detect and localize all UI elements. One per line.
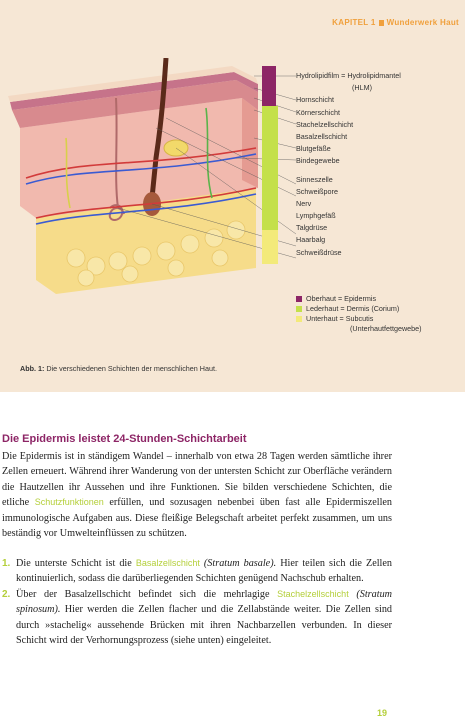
figure-labels <box>296 70 401 259</box>
legend-swatch <box>296 296 302 302</box>
legend-item-dermis <box>296 304 422 314</box>
legend-swatch <box>296 306 302 312</box>
subcutis-color-strip <box>262 230 278 264</box>
label-haarbalg: Haarbalg <box>296 235 326 245</box>
latin-term: (Stratum basale). <box>203 558 277 569</box>
legend-label: Unterhaut = Subcutis <box>306 314 374 323</box>
label-stachelzellschicht: Stachelzellschicht <box>296 119 354 129</box>
label-lymphgefaess: Lymphgefäß <box>296 211 336 221</box>
list-item <box>2 587 392 649</box>
caption-text: Die verschiedenen Schichten der menschlichen Haut. <box>46 364 217 373</box>
list-text-a: Die unterste Schicht ist die <box>16 558 132 569</box>
label-talgdruese: Talgdrüse <box>296 223 328 233</box>
highlight-schutzfunktionen: Schutzfunktionen <box>34 497 104 508</box>
list-number: 2. <box>2 588 11 600</box>
label-schweisspore: Schweißpore <box>296 186 338 196</box>
legend-label: Lederhaut = Dermis (Corium) <box>306 304 400 313</box>
figure-legend <box>296 294 422 334</box>
page-number: 19 <box>376 708 387 718</box>
dermis-color-strip <box>262 106 278 230</box>
list-text-b: Hier teilen sich die Zellen kontinuierlich, sodass die darüberliegenden Schichten genügend Nachschub erhalten. <box>16 558 392 585</box>
legend-label: Oberhaut = Epidermis <box>306 294 377 303</box>
skin-cross-section-illustration <box>6 58 296 294</box>
list-text-a: Über der Basalzellschicht befindet sich die mehrlagige <box>16 588 270 600</box>
legend-item-epidermis <box>296 294 422 304</box>
highlight-basalzellschicht: Basalzellschicht <box>135 558 200 568</box>
label-nerv: Nerv <box>296 198 312 208</box>
figure-caption <box>20 364 217 373</box>
chapter-label: KAPITEL 1 <box>332 18 376 27</box>
label-koernerschicht: Körnerschicht <box>296 107 340 117</box>
list-number: 1. <box>2 558 11 569</box>
chapter-divider <box>379 20 384 26</box>
caption-label: Abb. 1: <box>20 364 45 373</box>
label-basalzellschicht: Basalzellschicht <box>296 131 348 141</box>
label-schweissdruese: Schweißdrüse <box>296 247 342 257</box>
label-bindegewebe: Bindegewebe <box>296 156 340 166</box>
section-heading: Die Epidermis leistet 24-Stunden-Schichtarbeit <box>2 433 247 445</box>
label-hlm: (HLM) <box>352 83 372 93</box>
legend-item-subcutis <box>296 314 422 324</box>
legend-swatch <box>296 316 302 322</box>
latin-term: (Stratum spinosum). <box>16 588 393 616</box>
chapter-header <box>332 18 459 27</box>
list-text-b: Hier werden die Zellen flacher und die Zellabstände weiter. Die Zellen sind durch »stachelig« aussehende Brücken mit ihren Nachbarzellen verbunden. In dieser Schicht wird der Verhornungsprozess (siehe unten) eingeleitet. <box>16 604 393 647</box>
label-hornschicht: Hornschicht <box>296 95 334 105</box>
body-paragraph <box>2 449 392 541</box>
chapter-title: Wunderwerk Haut <box>386 18 459 27</box>
para-text-a: Die Epidermis ist in ständigem Wandel – innerhalb von etwa 28 Tagen werden sämtliche ihrer Zellen erneuert. Während ihrer Wanderung von der untersten Schicht zur Oberfläche verändern die Hautzellen ihr Aussehen und ihre Funktionen. Sie bilden verschiedene Schichten, die etliche <box>2 451 392 509</box>
label-blutgefaesse: Blutgefäße <box>296 144 331 154</box>
legend-extra: (Unterhautfettgewebe) <box>350 324 422 333</box>
label-sinneszelle: Sinneszelle <box>296 174 333 184</box>
list-item <box>2 556 392 587</box>
para-text-b: erfüllen, und sozusagen nebenbei üben fast alle Epidermiszellen immunologische Aufgaben aus. Diese fleißige Belegschaft arbeitet perfekt zusammen, um uns beständig vor Umwelteinflüssen zu schützen. <box>2 497 393 540</box>
highlight-stachelzellschicht: Stachelzellschicht <box>277 588 349 599</box>
label-hydrolipidfilm: Hydrolipidfilm = Hydrolipidmantel <box>296 71 401 80</box>
layer-list <box>2 556 392 648</box>
